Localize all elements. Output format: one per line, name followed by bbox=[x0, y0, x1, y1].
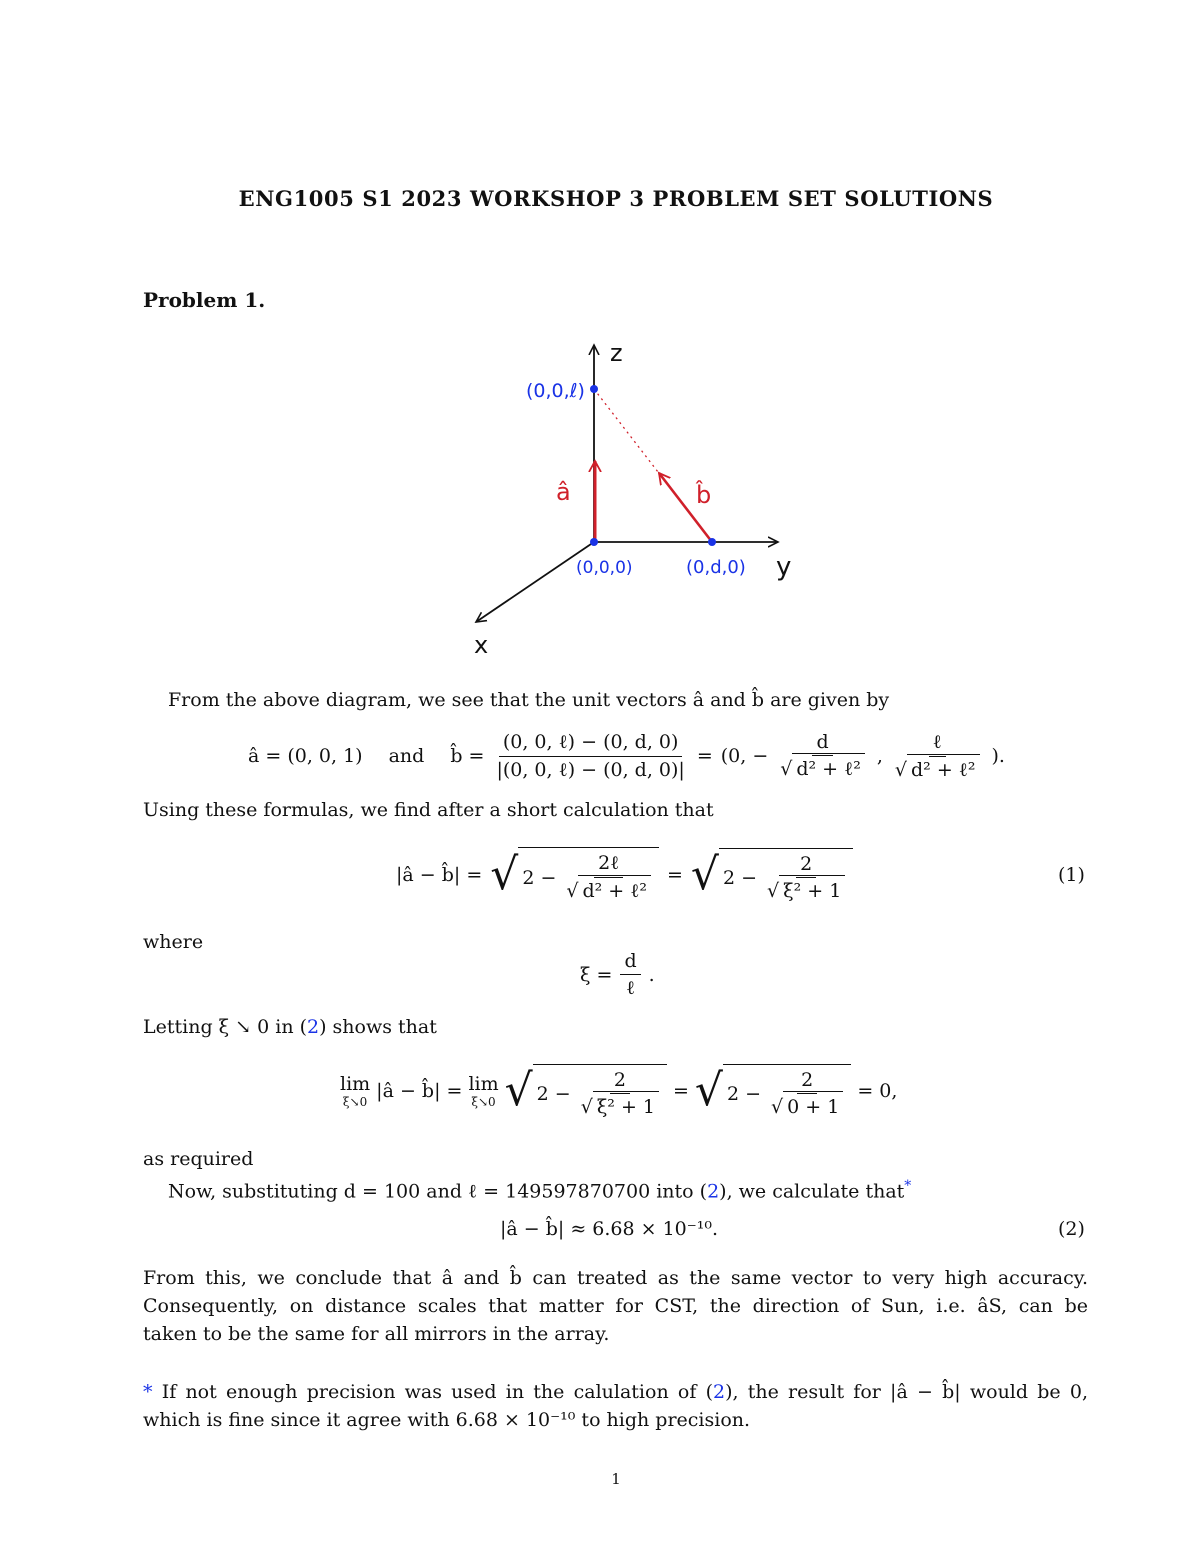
eq2-ad: d² + ℓ² bbox=[578, 875, 651, 902]
footnote-line-2: which is fine since it agree with 6.68 × 10⁻¹⁰ to high precision. bbox=[143, 1409, 751, 1431]
eq1-f1-den: d² + ℓ² bbox=[792, 753, 865, 780]
eq4-under-b bbox=[723, 1064, 851, 1118]
vector-diagram bbox=[460, 335, 820, 665]
p6-a: Now, substituting d = 100 and ℓ = 149597870700 into ( bbox=[168, 1180, 708, 1203]
eq1-fraction bbox=[492, 731, 688, 782]
equation-unit-vectors bbox=[248, 726, 1008, 786]
eq3-dot: . bbox=[648, 964, 655, 986]
paragraph-conclusion bbox=[143, 1264, 1088, 1348]
z-axis-label: z bbox=[610, 339, 623, 367]
page-number: 1 bbox=[611, 1470, 621, 1488]
point-top-label: (0,0,ℓ) bbox=[526, 380, 585, 402]
point-right-label: (0,d,0) bbox=[686, 557, 746, 578]
eq4-lim1: lim bbox=[340, 1073, 371, 1095]
eq1-close: ). bbox=[991, 745, 1005, 767]
equation-difference bbox=[396, 840, 856, 910]
eq3-num: d bbox=[620, 950, 640, 975]
eq1-open: (0, − bbox=[720, 745, 769, 767]
eq1-f2-den: d² + ℓ² bbox=[907, 754, 980, 781]
eq4-sqrt-b bbox=[695, 1064, 851, 1118]
eq2-frac-a bbox=[562, 852, 655, 903]
eq1-comma: , bbox=[876, 745, 883, 767]
paragraph-where: where bbox=[143, 931, 204, 953]
conclusion-line-3: taken to be the same for all mirrors in the array. bbox=[143, 1323, 610, 1345]
eq4-lim2-wrap bbox=[468, 1073, 498, 1109]
problem-heading: Problem 1. bbox=[143, 288, 266, 312]
eq2-sqrt-a bbox=[490, 847, 659, 903]
x-axis-line bbox=[476, 542, 594, 622]
conclusion-line-2: Consequently, on distance scales that matter for CST, the direction of Sun, i.e. âS, can be bbox=[143, 1295, 1088, 1317]
eq4-lim1-wrap bbox=[340, 1073, 370, 1109]
footnote bbox=[143, 1378, 1088, 1434]
equation-result: |â − b̂| ≈ 6.68 × 10⁻¹⁰. bbox=[500, 1218, 719, 1240]
eq4-under-a bbox=[533, 1064, 667, 1118]
p6-b: ), we calculate that bbox=[719, 1180, 905, 1203]
page-title: ENG1005 S1 2023 WORKSHOP 3 PROBLEM SET SOLUTIONS bbox=[238, 186, 994, 211]
paragraph-letting bbox=[143, 1013, 437, 1041]
eq4-b: 2 − bbox=[726, 1082, 762, 1105]
eq2-frac-b bbox=[763, 853, 849, 902]
eq4-radical-a: √ bbox=[504, 1065, 533, 1116]
eq4-equals: = bbox=[673, 1080, 689, 1102]
fn-b: ), the result for |â − b̂| would be 0, bbox=[725, 1381, 1088, 1403]
point-top bbox=[590, 385, 598, 393]
eq2-radical-b: √ bbox=[690, 849, 719, 900]
conclusion-line-1: From this, we conclude that â and b̂ can treated as the same vector to very high accuracy. bbox=[143, 1267, 1088, 1289]
equation-number-2: (2) bbox=[1058, 1218, 1085, 1240]
eq4-frac-b bbox=[767, 1069, 847, 1118]
paragraph-unit-vectors: From the above diagram, we see that the unit vectors â and b̂ are given by bbox=[168, 689, 890, 711]
eq4-radical-b: √ bbox=[694, 1065, 723, 1116]
eq2-bd: ξ² + 1 bbox=[779, 875, 845, 902]
paragraph-substituting bbox=[168, 1172, 911, 1205]
eq4-ad: ξ² + 1 bbox=[593, 1091, 659, 1118]
eq2-b: 2 − bbox=[722, 866, 758, 889]
eq4-bd: 0 + 1 bbox=[783, 1091, 843, 1118]
eq2-ad-wrap: √ d² + ℓ² bbox=[562, 878, 655, 903]
eq2-sqrt-b bbox=[691, 848, 853, 902]
equation-xi bbox=[580, 950, 655, 1000]
eq4-bn: 2 bbox=[797, 1069, 817, 1094]
eq3-lhs: ξ = bbox=[580, 964, 613, 986]
eq4-bd-wrap: √ 0 + 1 bbox=[767, 1094, 847, 1118]
y-axis-label: y bbox=[776, 552, 792, 582]
eq1-numerator: (0, 0, ℓ) − (0, d, 0) bbox=[499, 731, 683, 757]
eq4-ad-wrap: √ ξ² + 1 bbox=[577, 1094, 663, 1118]
eq2-radical-a: √ bbox=[490, 849, 519, 900]
eq4-sqrt-a bbox=[505, 1064, 667, 1118]
eq4-mid: |â − b̂| = bbox=[376, 1080, 463, 1102]
eq2-bn: 2 bbox=[796, 853, 816, 878]
eq1-equals: = bbox=[696, 745, 713, 767]
eq2-a: 2 − bbox=[522, 866, 557, 889]
eq3-frac bbox=[620, 950, 640, 1000]
eq2-lhs: |â − b̂| = bbox=[396, 864, 483, 886]
eq1-fraction-d bbox=[776, 731, 869, 781]
point-origin bbox=[590, 538, 598, 546]
p4-b: ) shows that bbox=[319, 1016, 437, 1038]
paragraph-using-formulas: Using these formulas, we find after a short calculation that bbox=[143, 799, 714, 821]
vector-b-label: b̂ bbox=[696, 481, 712, 509]
p4-ref-link[interactable]: 2 bbox=[307, 1016, 320, 1038]
eq1-lhs: â = (0, 0, 1) bbox=[248, 745, 363, 767]
eq2-equals: = bbox=[666, 864, 683, 886]
fn-ref-link[interactable]: 2 bbox=[712, 1381, 726, 1403]
eq1-b: b̂ = bbox=[450, 745, 485, 767]
fn-a: If not enough precision was used in the calulation of ( bbox=[152, 1381, 713, 1403]
equation-limit bbox=[340, 1055, 900, 1127]
eq3-den: ℓ bbox=[625, 977, 636, 999]
eq4-a: 2 − bbox=[536, 1082, 571, 1105]
point-right bbox=[708, 538, 716, 546]
eq4-an: 2 bbox=[610, 1069, 630, 1094]
eq4-end: = 0, bbox=[857, 1080, 898, 1102]
eq2-under-a bbox=[518, 847, 659, 903]
eq4-lim2: lim bbox=[468, 1073, 499, 1095]
eq4-frac-a bbox=[577, 1069, 663, 1118]
p6-footnote-star[interactable]: * bbox=[904, 1178, 912, 1194]
eq1-fraction-l bbox=[891, 731, 984, 782]
footnote-line-1 bbox=[143, 1378, 1088, 1406]
x-axis-label: x bbox=[474, 631, 489, 659]
eq1-and: and bbox=[388, 745, 425, 767]
eq2-an: 2ℓ bbox=[594, 852, 623, 878]
footnote-star: * bbox=[143, 1381, 153, 1403]
eq1-f2-den-wrap: √ d² + ℓ² bbox=[891, 757, 984, 782]
eq1-f1-den-wrap: √ d² + ℓ² bbox=[776, 756, 869, 781]
paragraph-as-required: as required bbox=[143, 1148, 254, 1170]
equation-number-1: (1) bbox=[1058, 864, 1085, 886]
eq1-f1-num: d bbox=[812, 731, 832, 756]
point-origin-label: (0,0,0) bbox=[576, 558, 633, 578]
eq4-sub1: ξ↘0 bbox=[342, 1095, 368, 1109]
eq4-sub2: ξ↘0 bbox=[471, 1095, 496, 1109]
vector-a-label: â bbox=[556, 478, 571, 506]
p6-ref-link[interactable]: 2 bbox=[707, 1180, 720, 1203]
eq1-f2-num: ℓ bbox=[929, 731, 946, 757]
eq2-bd-wrap: √ ξ² + 1 bbox=[763, 878, 849, 902]
eq1-denominator: |(0, 0, ℓ) − (0, d, 0)| bbox=[496, 758, 685, 781]
eq2-under-b bbox=[719, 848, 853, 902]
p4-a: Letting ξ ↘ 0 in ( bbox=[143, 1016, 308, 1038]
